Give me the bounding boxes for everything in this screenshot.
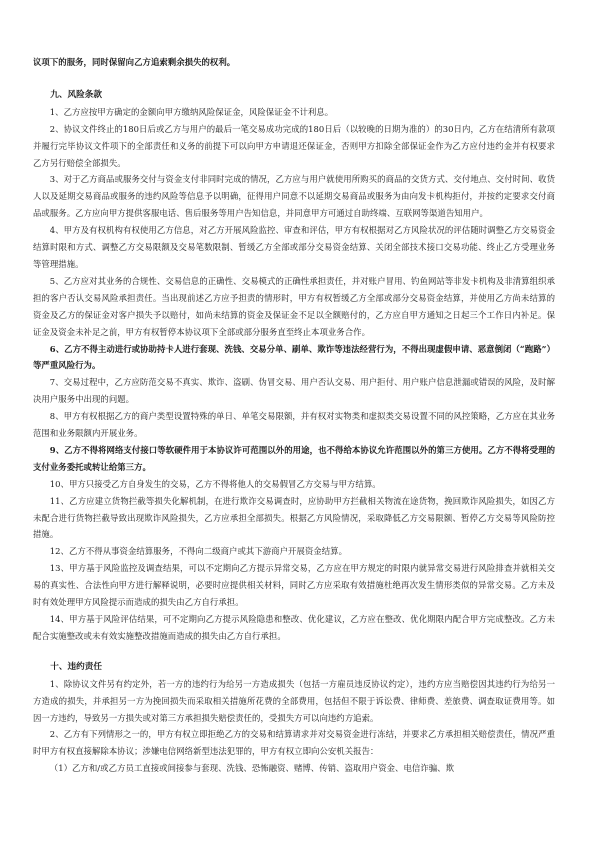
clause-paragraph: 9、乙方不得将网络支付接口等软硬件用于本协议许可范围以外的用途，也不得给本协议允许范围以外的第三方使用。乙方不得将受理的支付业务委托或转让给第三方。	[33, 444, 555, 472]
clause-paragraph: 6、乙方不得主动进行或协助持卡人进行套现、洗钱、交易分单、刷单、欺诈等违法经营行为，不得出现虚假申请、恶意倒闭（“跑路”）等严重风险行为。	[33, 343, 555, 371]
clause-paragraph: 13、甲方基于风险监控及调查结果，可以不定期向乙方提示异常交易，乙方应在甲方规定的时限内就异常交易进行风险排查并就相关交易的真实性、合法性向甲方进行解释说明，必要时应提供相关材料，同时乙方应采取有效措施杜绝再次发生情形类似的异常交易。乙方未及时有效处理甲方风险提示而造成的损失由乙方自行承担。	[33, 563, 555, 608]
section-liability-body	[33, 676, 555, 761]
clause-paragraph: 8、甲方有权根据乙方的商户类型设置特殊的单日、单笔交易限额，并有权对实物类和虚拟类交易设置不同的风控策略，乙方应在其业务范围和业务限额内开展业务。	[33, 411, 555, 439]
clause-paragraph: 7、交易过程中，乙方应防范交易不真实、欺诈、盗刷、伪冒交易、用户否认交易、用户拒付、用户账户信息泄漏或错误的风险，及时解决用户服务中出现的问题。	[33, 377, 555, 405]
clause-paragraph: 1、乙方应按甲方确定的金额向甲方缴纳风险保证金，风险保证金不计利息。	[49, 106, 334, 117]
clause-paragraph: 14、甲方基于风险评估结果，可不定期向乙方提示风险隐患和整改、优化建议，乙方应在整改、优化期限内配合甲方完成整改。乙方未配合实施整改或未有效实施整改措施而造成的损失由乙方自行承担。	[33, 614, 555, 641]
clause-paragraph: 2、乙方有下列情形之一的，甲方有权立即拒绝乙方的交易和结算请求并对交易资金进行冻结，并要求乙方承担相关赔偿责任，情况严重时甲方有权直接解除本协议；涉嫌电信网络新型违法犯罪的，甲方有权立即向公安机关报告：	[33, 729, 555, 757]
clause-sub-item: （1）乙方和/或乙方员工直接或间接参与套现、洗钱、恐怖融资、赌博、传销、盗取用户资金、电信诈骗、欺	[49, 763, 455, 774]
clause-paragraph: 4、甲方及有权机构有权使用乙方信息，对乙方开展风险监控、审查和评估，甲方有权根据对乙方风险状况的评估随时调整乙方交易资金结算时限和方式、调整乙方交易限额及交易笔数限制、暂缓乙方全部或部分交易资金结算、关闭全部技术接口交易功能、终止乙方受理业务等管理措施。	[33, 225, 555, 269]
clause-paragraph: 11、乙方应建立货物拦截等损失化解机制，在进行欺诈交易调查时，应协助甲方拦截相关物流在途货物，挽回欺诈风险损失，如因乙方未配合进行货物拦截导致出现欺诈风险损失，乙方应承担全部损失。根据乙方风险情况，采取降低乙方交易限额、暂停乙方交易等风险防控措施。	[33, 495, 555, 540]
section-heading-liability: 十、违约责任	[50, 661, 103, 672]
clause-paragraph: 5、乙方应对其业务的合规性、交易信息的正确性、交易模式的正确性承担责任，并对账户冒用、钓鱼网站等非发卡机构及非清算组织承担的客户否认交易风险承担责任。当出现前述乙方应予担责的情形时，甲方有权暂缓乙方全部或部分交易资金结算，并使用乙方尚未结算的资金及乙方的保证金对客户损失予以赔付，如尚未结算的资金及保证金不足以全额赔付的，乙方应自甲方通知之日起三个工作日内补足。保证金及资金未补足之前，甲方有权暂停本协议项下全部或部分服务直至终止本项业务合作。	[33, 275, 555, 337]
continuation-text: 议项下的服务，同时保留向乙方追索剩余损失的权利。	[33, 57, 236, 67]
clause-paragraph: 12、乙方不得从事资金结算服务，不得向二级商户或其下游商户开展资金结算。	[49, 546, 348, 557]
section-risk-body	[33, 104, 555, 645]
clause-paragraph: 10、甲方只接受乙方自身发生的交易，乙方不得将他人的交易假冒乙方交易与甲方结算。	[49, 478, 381, 489]
clause-paragraph: 1、除协议文件另有约定外，若一方的违约行为给另一方造成损失（包括一方雇员违反协议约定），违约方应当赔偿因其违约行为给另一方造成的损失，并承担另一方为挽回损失而采取相关措施所花费的全部费用，包括但不限于诉讼费、律师费、差旅费、调查取证费用等。如因一方违约，导致另一方损失或对第三方承担损失赔偿责任的，受损失方可以向违约方追索。	[33, 678, 555, 723]
clause-paragraph: 2、协议文件终止的180日后或乙方与用户的最后一笔交易成功完成的180日后（以较晚的日期为准的）的30日内，乙方在结清所有款项并履行完毕协议文件项下的全部责任和义务的前提下可以向甲方申请退还保证金，否则甲方扣除全部保证金作为乙方应付违约金并有权要求乙方另行赔偿全部损失。	[33, 123, 555, 168]
section-heading-risk: 九、风险条款	[50, 89, 103, 100]
clause-paragraph: 3、对于乙方商品或服务交付与资金支付非同时完成的情况，乙方应与用户就使用所购买的商品的交货方式、交付地点、交付时间、收货人以及延期交易商品或服务的违约风险等信息予以明确，征得用户同意不以延期交易商品或服务为由向发卡机构拒付，并按约定要求交付商品或服务。乙方应向甲方提供客服电话、售后服务等用户告知信息，并同意甲方可通过自助终端、互联网等渠道告知用户。	[33, 174, 555, 219]
